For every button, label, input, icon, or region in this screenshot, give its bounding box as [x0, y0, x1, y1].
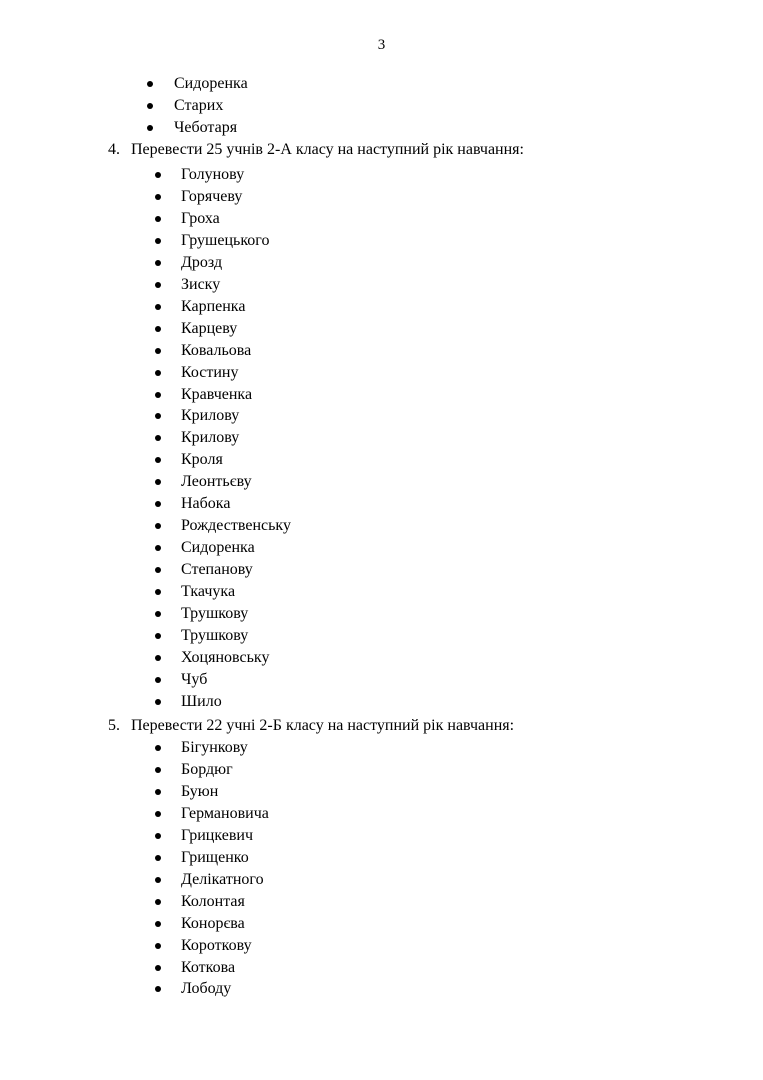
name-list-item — [0, 935, 763, 957]
bullet-icon — [147, 103, 153, 109]
name-list-item — [0, 515, 763, 537]
name-text: Горячеву — [181, 187, 243, 205]
bullet-icon — [155, 699, 161, 705]
name-list-item — [0, 803, 763, 825]
name-text: Хоцяновську — [181, 648, 270, 666]
bullet-icon — [155, 811, 161, 817]
bullet-icon — [155, 216, 161, 222]
name-text: Колонтая — [181, 892, 245, 910]
bullet-icon — [155, 567, 161, 573]
name-list-item — [0, 847, 763, 869]
bullet-icon — [155, 304, 161, 310]
bullet-icon — [155, 589, 161, 595]
bullet-icon — [155, 392, 161, 398]
name-list-item — [0, 737, 763, 759]
name-text: Германовича — [181, 804, 269, 822]
name-text: Дрозд — [181, 253, 223, 271]
name-text: Коткова — [181, 958, 236, 976]
name-text: Карцеву — [181, 319, 238, 337]
bullet-icon — [155, 238, 161, 244]
bullet-icon — [147, 125, 153, 131]
list-item-text: Перевести 25 учнів 2-А класу на наступний рік навчання: — [131, 141, 524, 158]
name-list-item — [0, 603, 763, 625]
bullet-icon — [155, 965, 161, 971]
bullet-icon — [155, 479, 161, 485]
name-text: Кроля — [181, 451, 223, 469]
name-text: Шило — [181, 692, 222, 710]
name-list-item — [0, 493, 763, 515]
name-text: Кравченка — [181, 385, 253, 403]
name-list-item — [0, 208, 763, 230]
name-list-item — [0, 869, 763, 891]
list-item-text: Перевести 22 учні 2-Б класу на наступний рік навчання: — [131, 717, 515, 734]
name-text: Старих — [174, 96, 224, 114]
name-text: Леонтьєву — [181, 473, 252, 491]
list-item-number: 5. — [108, 717, 120, 734]
name-text: Голунову — [181, 166, 245, 183]
name-list-item — [0, 318, 763, 340]
bullet-icon — [155, 789, 161, 795]
bullet-icon — [155, 745, 161, 751]
bullet-icon — [147, 81, 153, 87]
name-text: Сидоренка — [181, 539, 255, 557]
bullet-icon — [155, 370, 161, 376]
bullet-icon — [155, 413, 161, 419]
bullet-icon — [155, 633, 161, 639]
bullet-icon — [155, 986, 161, 992]
bullet-icon — [155, 172, 161, 178]
name-list-item — [0, 405, 763, 427]
name-text: Грушецького — [181, 231, 270, 249]
name-text: Трушкову — [181, 605, 249, 622]
list-item-number: 4. — [108, 141, 120, 158]
bullet-icon — [155, 677, 161, 683]
bullet-icon — [155, 282, 161, 288]
name-text: Трушкову — [181, 626, 249, 644]
name-text: Ковальова — [181, 341, 252, 359]
name-text: Ткачука — [181, 583, 236, 601]
name-list-item — [0, 274, 763, 296]
name-list-item — [0, 581, 763, 603]
name-text: Гроха — [181, 209, 220, 227]
bullet-icon — [155, 545, 161, 551]
bullet-icon — [155, 435, 161, 441]
name-list-item — [0, 669, 763, 691]
name-text: Крилову — [181, 407, 240, 425]
name-list-item — [0, 73, 763, 95]
name-list-item — [0, 117, 763, 139]
name-list-item — [0, 164, 763, 186]
name-text: Короткову — [181, 936, 252, 954]
name-text: Буюн — [181, 782, 219, 800]
bullet-icon — [155, 855, 161, 861]
name-text: Степанову — [181, 561, 253, 579]
page-number: 3 — [377, 37, 386, 53]
name-text: Набока — [181, 495, 231, 513]
bullet-icon — [155, 833, 161, 839]
bullet-icon — [155, 899, 161, 905]
bullet-icon — [155, 877, 161, 883]
name-list-item — [0, 691, 763, 713]
name-list-item — [0, 296, 763, 318]
name-list-item — [0, 647, 763, 669]
name-list-item — [0, 252, 763, 274]
name-list-item — [0, 95, 763, 117]
name-text: Грищенко — [181, 848, 249, 866]
name-list-item — [0, 781, 763, 803]
name-text: Костину — [181, 363, 239, 381]
name-list-item — [0, 186, 763, 208]
name-list-item — [0, 537, 763, 559]
name-text: Бігункову — [181, 739, 248, 756]
name-text: Крилову — [181, 429, 240, 447]
name-text: Зиску — [181, 275, 221, 293]
name-list-item — [0, 384, 763, 406]
name-list-item — [0, 362, 763, 384]
name-text: Бордюг — [181, 760, 233, 778]
bullet-icon — [155, 655, 161, 661]
name-list-item — [0, 625, 763, 647]
name-text: Сидоренка — [174, 75, 248, 92]
name-list-item — [0, 340, 763, 362]
bullet-icon — [155, 943, 161, 949]
name-text: Чуб — [181, 670, 208, 688]
name-text: Грицкевич — [181, 826, 254, 844]
name-text: Чеботаря — [174, 118, 238, 136]
name-text: Карпенка — [181, 297, 246, 315]
list-item-5 — [0, 715, 763, 737]
name-list-item — [0, 978, 763, 1000]
name-list-item — [0, 913, 763, 935]
name-list-item — [0, 891, 763, 913]
bullet-icon — [155, 194, 161, 200]
bullet-icon — [155, 348, 161, 354]
name-list-item — [0, 449, 763, 471]
name-list-item — [0, 759, 763, 781]
name-list-item — [0, 427, 763, 449]
bullet-icon — [155, 611, 161, 617]
name-list-item — [0, 825, 763, 847]
list-item-4 — [0, 139, 763, 161]
bullet-icon — [155, 501, 161, 507]
name-text: Рождественську — [181, 517, 291, 535]
name-list-item — [0, 957, 763, 979]
name-text: Делікатного — [181, 870, 264, 888]
bullet-icon — [155, 767, 161, 773]
bullet-icon — [155, 921, 161, 927]
name-text: Лободу — [181, 980, 232, 998]
bullet-icon — [155, 260, 161, 266]
bullet-icon — [155, 523, 161, 529]
bullet-icon — [155, 326, 161, 332]
name-list-item — [0, 471, 763, 493]
name-text: Конорєва — [181, 914, 245, 932]
name-list-item — [0, 230, 763, 252]
bullet-icon — [155, 457, 161, 463]
name-list-item — [0, 559, 763, 581]
